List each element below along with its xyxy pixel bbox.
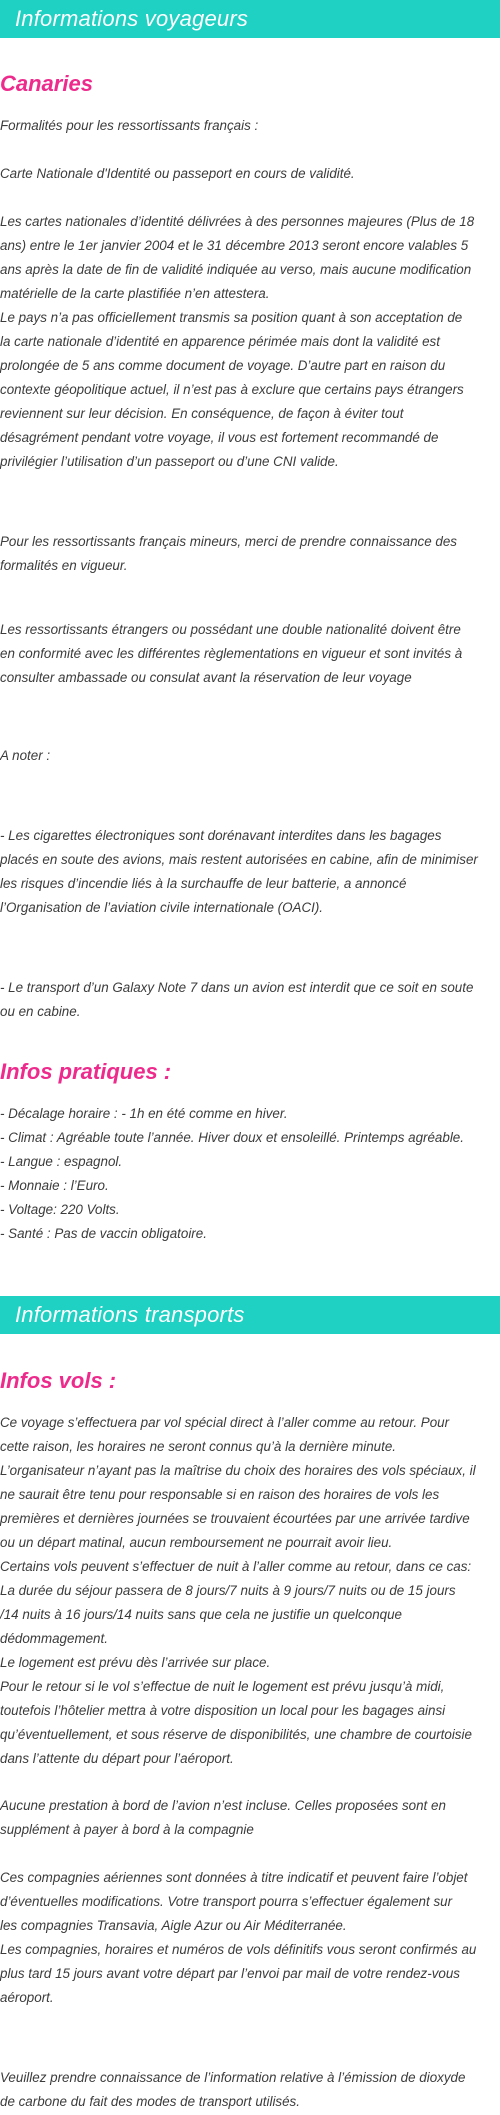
paragraph-cigarettes — [0, 824, 500, 920]
text-line: ou en cabine. — [0, 1004, 81, 1019]
list-item: - Climat : Agréable toute l’année. Hiver doux et ensoleillé. Printemps agréable. — [0, 1130, 464, 1145]
text-line: Les compagnies, horaires et numéros de vols définitifs vous seront confirmés au — [0, 1942, 477, 1957]
heading-canaries: Canaries — [0, 71, 93, 96]
paragraph-compagnies — [0, 1866, 500, 2010]
text-line: L’organisateur n’ayant pas la maîtrise du choix des horaires des vols spéciaux, il — [0, 1463, 476, 1478]
list-infos-pratiques — [0, 1102, 500, 1246]
text-line: ne saurait être tenu pour responsable si en raison des horaires de vols les — [0, 1487, 440, 1502]
text-line: Certains vols peuvent s’effectuer de nuit à l’aller comme au retour, dans ce cas: — [0, 1559, 472, 1574]
paragraph-a-noter: A noter : — [0, 748, 51, 763]
text-line: les risques d’incendie liés à la surchauffe de leur batterie, a annoncé — [0, 876, 407, 891]
list-item: - Santé : Pas de vaccin obligatoire. — [0, 1226, 207, 1241]
text-line: Ces compagnies aériennes sont données à titre indicatif et peuvent faire l’objet — [0, 1870, 468, 1885]
list-item: - Décalage horaire : - 1h en été comme en hiver. — [0, 1106, 288, 1121]
text-line: Pour les ressortissants français mineurs, merci de prendre connaissance des — [0, 534, 457, 549]
text-line: qu’éventuellement, et sous réserve de disponibilités, une chambre de courtoisie — [0, 1727, 472, 1742]
list-item: - Langue : espagnol. — [0, 1154, 123, 1169]
paragraph-formalites: Formalités pour les ressortissants français : — [0, 118, 259, 133]
text-line: plus tard 15 jours avant votre départ par l’envoi par mail de votre rendez-vous — [0, 1966, 460, 1981]
text-line: d’éventuelles modifications. Votre transport pourra s’effectuer également sur — [0, 1894, 453, 1909]
text-line: les compagnies Transavia, Aigle Azur ou Air Méditerranée. — [0, 1918, 347, 1933]
section-band-transports — [0, 1296, 500, 1334]
text-line: ans) entre le 1er janvier 2004 et le 31 décembre 2013 seront encore valables 5 — [0, 238, 469, 253]
paragraph-galaxy — [0, 976, 500, 1024]
text-line: aéroport. — [0, 1990, 54, 2005]
band-title: Informations voyageurs — [15, 6, 249, 31]
paragraph-etrangers — [0, 618, 500, 690]
text-line: cette raison, les horaires ne seront connus qu’à la dernière minute. — [0, 1439, 396, 1454]
heading-infos-vols: Infos vols : — [0, 1368, 117, 1393]
text-line: placés en soute des avions, mais restent autorisées en cabine, afin de minimiser — [0, 852, 478, 867]
text-line: toutefois l’hôtelier mettra à votre disposition un local pour les bagages ainsi — [0, 1703, 446, 1718]
text-line: Le pays n’a pas officiellement transmis sa position quant à son acceptation de — [0, 310, 463, 325]
text-line: - Le transport d’un Galaxy Note 7 dans un avion est interdit que ce soit en soute — [0, 980, 474, 995]
text-line: supplément à payer à bord à la compagnie — [0, 1822, 254, 1837]
text-line: dans l’attente du départ pour l’aéroport. — [0, 1751, 234, 1766]
section-band-voyageurs — [0, 0, 500, 38]
text-line: de carbone du fait des modes de transport utilisés. — [0, 2094, 300, 2109]
paragraph-co2 — [0, 2066, 500, 2114]
list-item: - Monnaie : l’Euro. — [0, 1178, 109, 1193]
text-line: reviennent sur leur décision. En conséquence, de façon à éviter tout — [0, 406, 404, 421]
list-item: - Voltage: 220 Volts. — [0, 1202, 120, 1217]
text-line: contexte géopolitique actuel, il n’est pas à exclure que certains pays étrangers — [0, 382, 464, 397]
text-line: ans après la date de fin de validité indiquée au verso, mais aucune modification — [0, 262, 472, 277]
text-line: Aucune prestation à bord de l’avion n’est incluse. Celles proposées sont en — [0, 1798, 446, 1813]
text-line: la carte nationale d’identité en apparence périmée mais dont la validité est — [0, 334, 440, 349]
band-title: Informations transports — [15, 1302, 245, 1327]
text-line: Le logement est prévu dès l’arrivée sur place. — [0, 1655, 271, 1670]
text-line: - Les cigarettes électroniques sont dorénavant interdites dans les bagages — [0, 828, 442, 843]
text-line: Ce voyage s’effectuera par vol spécial direct à l’aller comme au retour. Pour — [0, 1415, 450, 1430]
text-line: privilégier l’utilisation d’un passeport ou d’une CNI valide. — [0, 454, 339, 469]
paragraph-mineurs — [0, 530, 500, 578]
text-line: Pour le retour si le vol s’effectue de nuit le logement est prévu jusqu’à midi, — [0, 1679, 445, 1694]
text-line: premières et dernières journées se trouvaient écourtées par une arrivée tardive — [0, 1511, 470, 1526]
paragraph-prestation — [0, 1794, 500, 1842]
text-line: en conformité avec les différentes règlementations en vigueur et sont invités à — [0, 646, 463, 661]
text-line: consulter ambassade ou consulat avant la réservation de leur voyage — [0, 670, 412, 685]
text-line: désagrément pendant votre voyage, il vous est fortement recommandé de — [0, 430, 439, 445]
text-line: Veuillez prendre connaissance de l’information relative à l’émission de dioxyde — [0, 2070, 466, 2085]
paragraph-cni: Carte Nationale d'Identité ou passeport en cours de validité. — [0, 166, 355, 181]
paragraph-cni-details — [0, 210, 500, 474]
text-line: matérielle de la carte plastifiée n’en attestera. — [0, 286, 270, 301]
paragraph-vols — [0, 1411, 500, 1771]
text-line: l’Organisation de l’aviation civile internationale (OACI). — [0, 900, 324, 915]
text-line: La durée du séjour passera de 8 jours/7 nuits à 9 jours/7 nuits ou de 15 jours — [0, 1583, 456, 1598]
heading-infos-pratiques: Infos pratiques : — [0, 1059, 172, 1084]
text-line: /14 nuits à 16 jours/14 nuits sans que cela ne justifie un quelconque — [0, 1607, 402, 1622]
text-line: Les cartes nationales d’identité délivrées à des personnes majeures (Plus de 18 — [0, 214, 475, 229]
text-line: ou un départ matinal, aucun remboursement ne pourrait avoir lieu. — [0, 1535, 393, 1550]
text-line: prolongée de 5 ans comme document de voyage. D’autre part en raison du — [0, 358, 446, 373]
text-line: formalités en vigueur. — [0, 558, 128, 573]
text-line: Les ressortissants étrangers ou possédant une double nationalité doivent être — [0, 622, 461, 637]
text-line: dédommagement. — [0, 1631, 108, 1646]
